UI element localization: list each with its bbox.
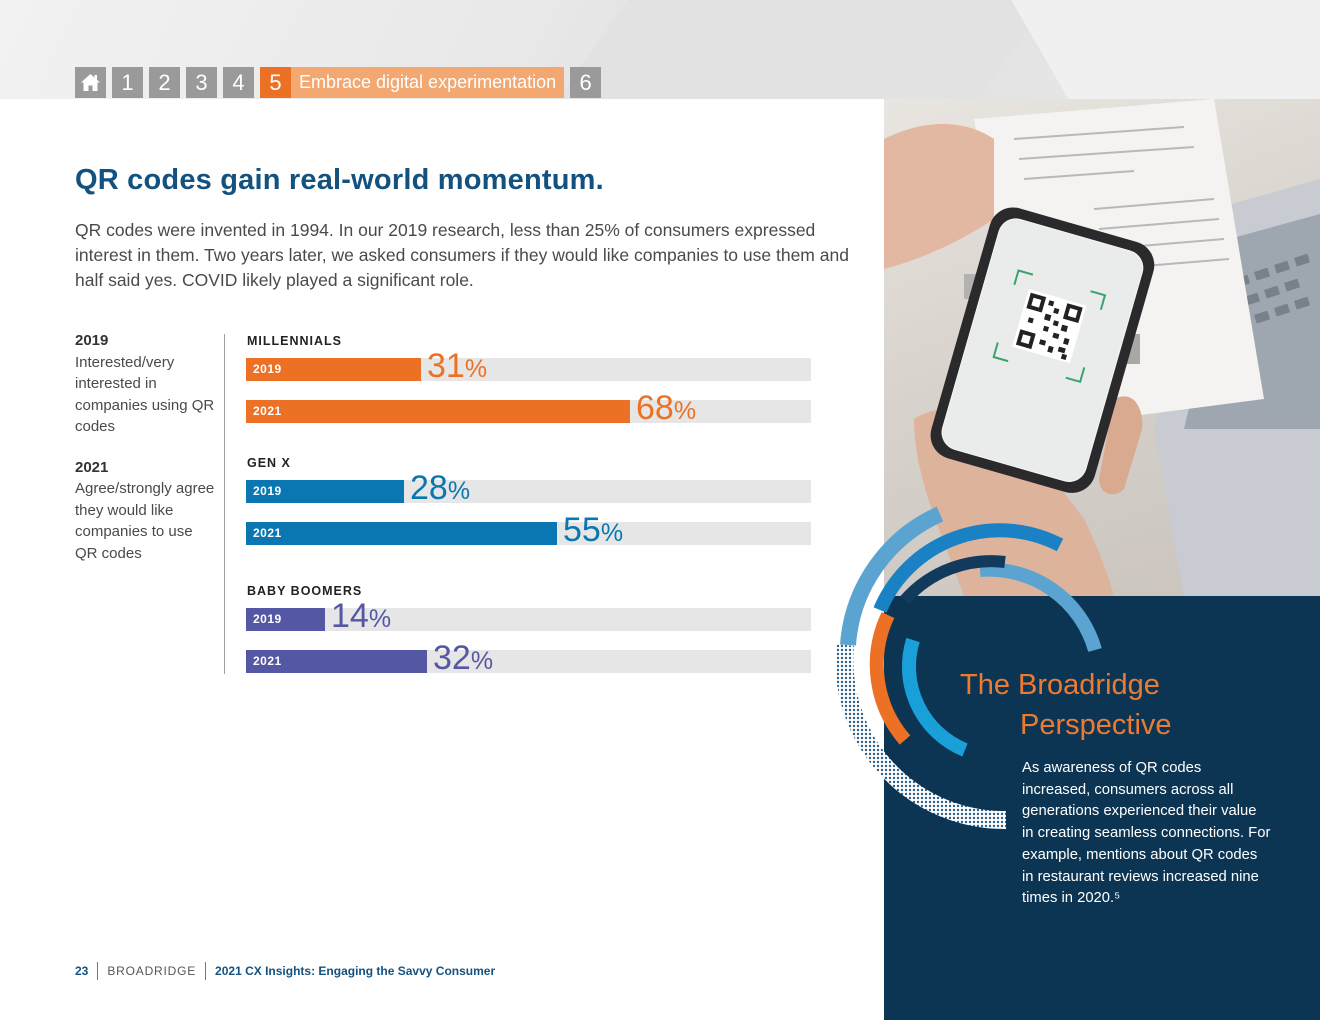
nav-tab-2[interactable]: 2: [149, 67, 180, 98]
nav-tab-5[interactable]: 5: [260, 67, 291, 98]
bar-value-label: 55%: [563, 511, 624, 549]
bar-value-label: 28%: [410, 469, 471, 507]
bar-track: [246, 347, 811, 385]
bar-value-label: 31%: [427, 347, 488, 385]
footer-brand: BROADRIDGE: [107, 964, 197, 978]
percent-sign: %: [470, 647, 494, 675]
bar-track: [246, 511, 811, 549]
bar-fill: [246, 650, 427, 673]
group-label: MILLENNIALS: [247, 334, 343, 348]
footer-doc-title: 2021 CX Insights: Engaging the Savvy Consumer: [215, 964, 496, 978]
legend-year-2021: 2021: [75, 458, 109, 476]
bar-fill: [246, 400, 630, 423]
page-footer: [75, 962, 495, 980]
group-label: BABY BOOMERS: [247, 584, 363, 598]
bar-value-label: 32%: [433, 639, 494, 677]
percent-sign: %: [464, 355, 488, 383]
bar-year-label: 2021: [253, 654, 282, 668]
perspective-title-line2: Perspective: [1020, 709, 1172, 741]
bar-value-label: 14%: [331, 597, 392, 635]
legend-divider: [224, 334, 225, 674]
group-label: GEN X: [247, 456, 291, 470]
bar-fill: [246, 358, 421, 381]
page-title: QR codes gain real-world momentum.: [75, 164, 604, 196]
bar-fill: [246, 522, 557, 545]
percent-sign: %: [600, 519, 624, 547]
bar-track: [246, 469, 811, 507]
bar-fill: [246, 608, 325, 631]
percent-sign: %: [447, 477, 471, 505]
bar-year-label: 2021: [253, 526, 282, 540]
chart-legend: [75, 330, 215, 564]
page-number: 23: [75, 964, 89, 978]
percent-sign: %: [368, 605, 392, 633]
perspective-body: As awareness of QR codes increased, consumers across all generations experienced their value in creating seamless connections. For example, mentions about QR codes in restaurant reviews increased nine times in 2020.⁵: [1022, 760, 1271, 907]
bar-fill: [246, 480, 404, 503]
home-icon: [80, 72, 101, 93]
bar-track: [246, 639, 811, 677]
bar-year-label: 2021: [253, 404, 282, 418]
footer-divider: [97, 962, 98, 980]
bar-year-label: 2019: [253, 484, 282, 498]
footer-divider: [205, 962, 206, 980]
section-nav: [75, 67, 601, 98]
nav-tab-5-label[interactable]: Embrace digital experimentation: [291, 67, 564, 98]
nav-tab-6[interactable]: 6: [570, 67, 601, 98]
intro-paragraph: QR codes were invented in 1994. In our 2019 research, less than 25% of consumers expressed interest in them. Two years later, we asked consumers if they would like companies to use them and half said yes. COVID likely played a significant role.: [75, 220, 849, 290]
bar-value-label: 68%: [636, 389, 697, 427]
perspective-title-line1: The Broadridge: [960, 669, 1160, 701]
nav-tab-3[interactable]: 3: [186, 67, 217, 98]
percent-sign: %: [673, 397, 697, 425]
nav-home-button[interactable]: [75, 67, 106, 98]
bar-year-label: 2019: [253, 362, 282, 376]
nav-tab-1[interactable]: 1: [112, 67, 143, 98]
bar-track: [246, 389, 811, 427]
bar-year-label: 2019: [253, 612, 282, 626]
perspective-title: [960, 665, 1172, 745]
legend-year-2019: 2019: [75, 332, 109, 349]
bar-track: [246, 597, 811, 635]
legend-desc-2019: Interested/very interested in companies using QR codes: [75, 353, 215, 435]
legend-desc-2021: Agree/strongly agree they would like companies to use QR codes: [75, 480, 215, 562]
nav-tab-4[interactable]: 4: [223, 67, 254, 98]
